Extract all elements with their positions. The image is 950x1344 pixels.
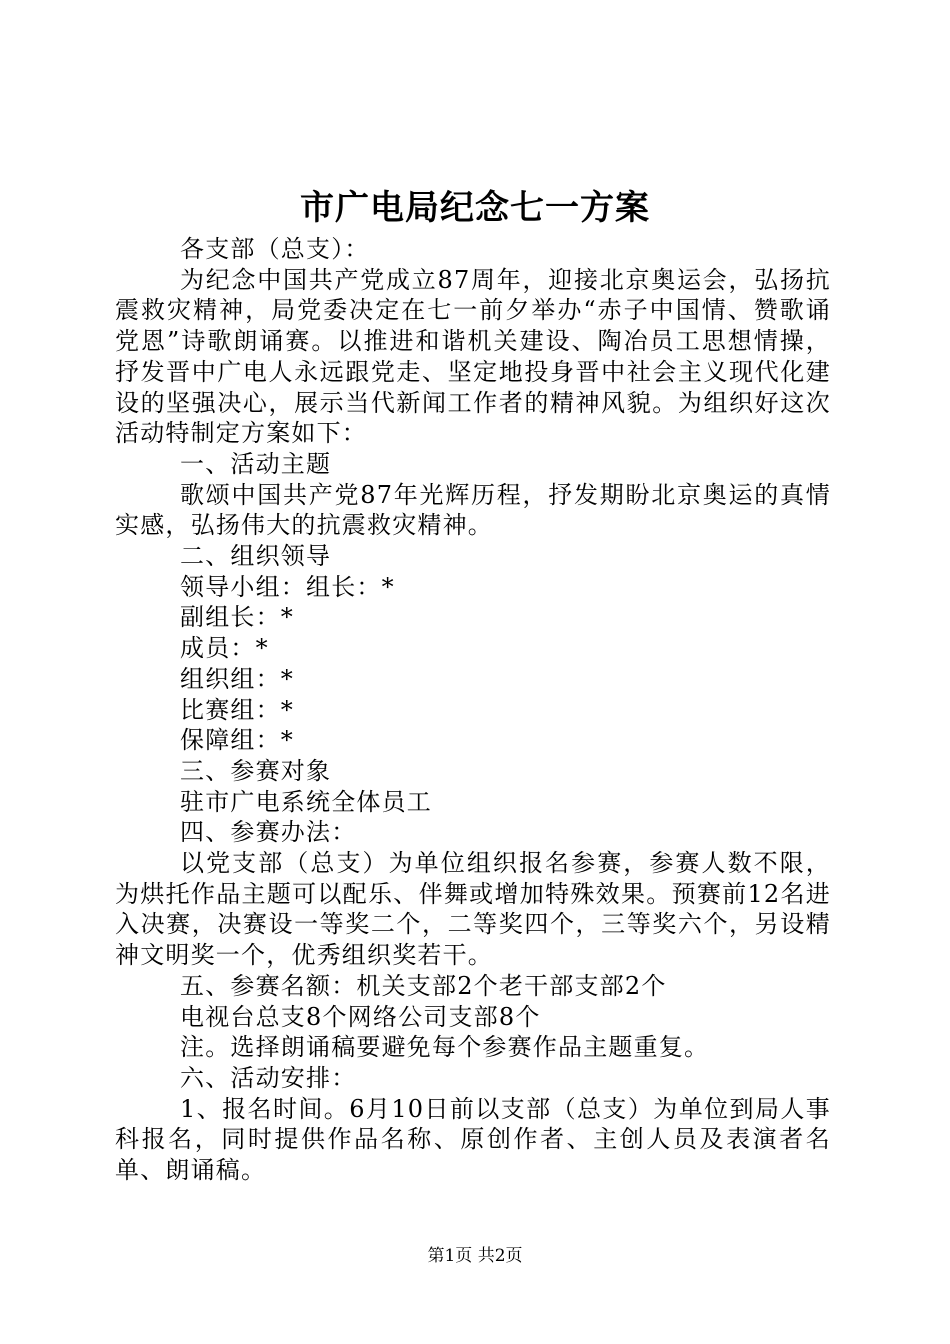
method-paragraph: 以党支部（总支）为单位组织报名参赛，参赛人数不限，为烘托作品主题可以配乐、伴舞或增加特殊效果。预赛前12名进入决赛，决赛设一等奖二个，二等奖四个，三等奖六个，另设精神文明奖一个，优秀组织奖若干。	[115, 849, 831, 970]
deputy-leader-line: 副组长：*	[180, 603, 294, 632]
section-heading: 六、活动安排：	[180, 1063, 357, 1092]
intro-paragraph: 为纪念中国共产党成立87周年，迎接北京奥运会，弘扬抗震救灾精神，局党委决定在七一前夕举办“赤子中国情、赞歌诵党恩”诗歌朗诵赛。以推进和谐机关建设、陶冶员工思想情操，抒发晋中广电人永远跟党走、坚定地投身晋中社会主义现代化建设的坚强决心，展示当代新闻工作者的精神风貌。为组织好这次活动特制定方案如下：	[115, 265, 831, 448]
section-heading: 一、活动主题	[180, 449, 332, 478]
theme-paragraph: 歌颂中国共产党87年光辉历程，抒发期盼北京奥运的真情实感，弘扬伟大的抗震救灾精神。	[115, 480, 831, 540]
document-title: 市广电局纪念七一方案	[300, 188, 650, 228]
quota-line: 五、参赛名额：机关支部2个老干部支部2个	[180, 971, 667, 1000]
section-heading: 三、参赛对象	[180, 756, 332, 785]
members-line: 成员：*	[180, 634, 269, 663]
support-group-line: 保障组：*	[180, 726, 294, 755]
participants-line: 驻市广电系统全体员工	[180, 787, 432, 816]
document-body	[115, 234, 831, 1186]
leader-line: 领导小组：组长：*	[180, 572, 395, 601]
salutation: 各支部（总支）：	[180, 235, 370, 263]
quota-line: 电视台总支8个网络公司支部8个	[180, 1002, 541, 1031]
section-heading: 四、参赛办法：	[180, 818, 357, 847]
section-heading: 二、组织领导	[180, 542, 332, 571]
note-line: 注。选择朗诵稿要避免每个参赛作品主题重复。	[180, 1033, 710, 1062]
page-indicator: 第1页 共2页	[427, 1246, 523, 1266]
competition-group-line: 比赛组：*	[180, 695, 294, 724]
organizing-group-line: 组织组：*	[180, 664, 294, 693]
registration-paragraph: 1、报名时间。6月10日前以支部（总支）为单位到局人事科报名，同时提供作品名称、原创作者、主创人员及表演者名单、朗诵稿。	[115, 1094, 831, 1185]
